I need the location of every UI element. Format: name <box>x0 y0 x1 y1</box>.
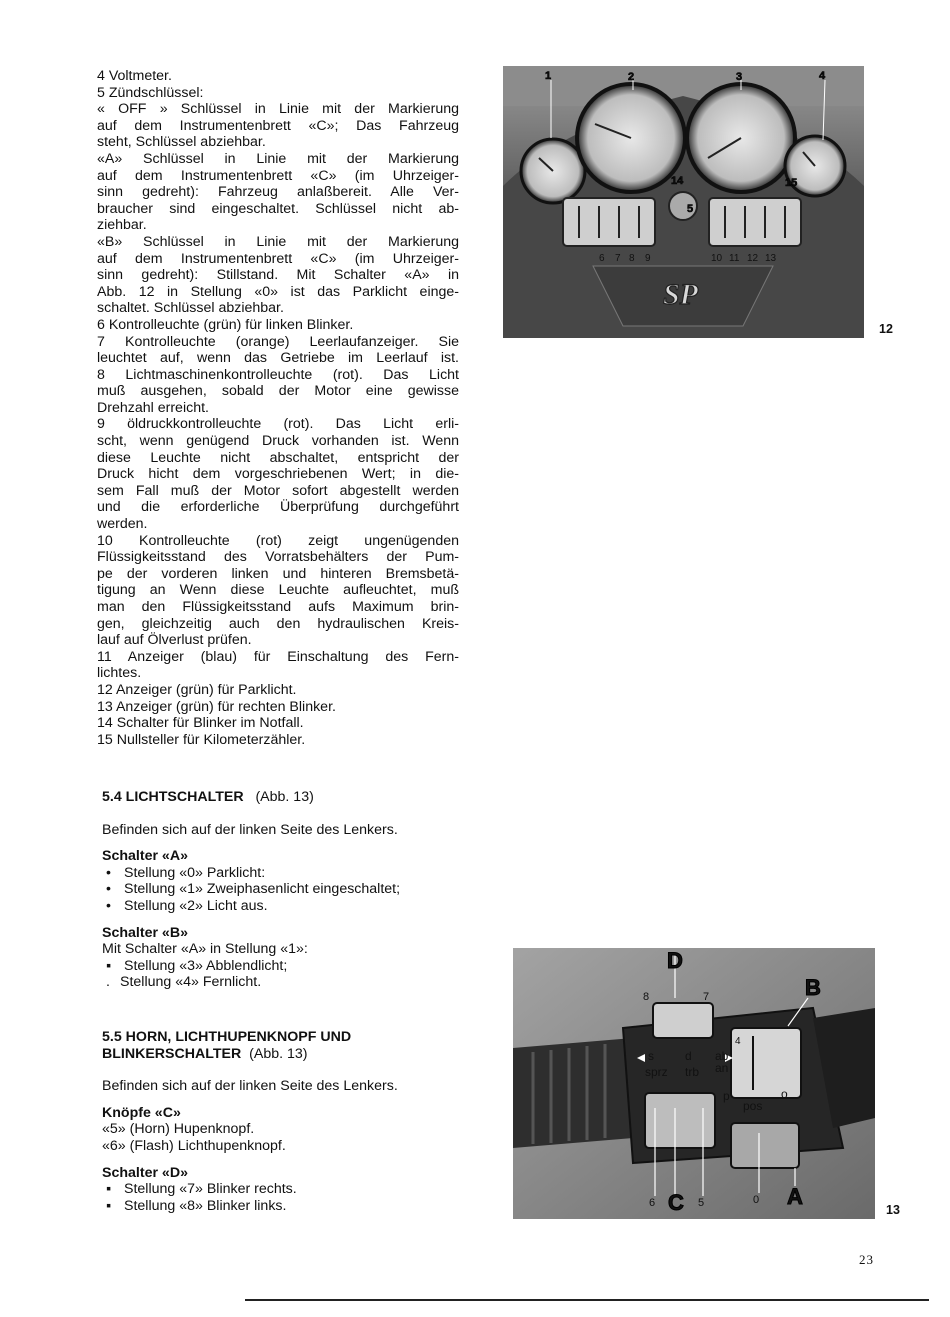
text-line: steht, Schlüssel abziehbar. <box>97 134 266 151</box>
text-line: muß ausgehen, sobald der Motor eine gewisse <box>97 383 459 400</box>
callout-6: 6 <box>599 253 605 264</box>
text-line: 10 Kontrolleuchte (rot) zeigt ungenügenden <box>97 532 459 549</box>
text-line: 14 Schalter für Blinker im Notfall. <box>97 715 304 732</box>
text-line: scht, wenn genügend Druck vorhanden ist. Wenn <box>97 433 459 450</box>
section-5-5 <box>102 1029 460 1214</box>
text-line: 11 Anzeiger (blau) für Einschaltung des Fern- <box>97 648 459 665</box>
label-p: p <box>723 1089 730 1103</box>
text-line: sinn gedreht): Stillstand. Mit Schalter «A» in <box>97 267 459 284</box>
label-5: 5 <box>698 1197 705 1209</box>
label-ab: ab <box>715 1049 729 1063</box>
text-line: braucher sind eingeschaltet. Schlüssel nicht ab- <box>97 200 459 217</box>
switch-a-item: • Stellung «2» Licht aus. <box>102 898 460 915</box>
section-intro: Befinden sich auf der linken Seite des Lenkers. <box>102 1078 398 1095</box>
switch-b-item: ▪ Stellung «3» Abblendlicht; <box>102 958 460 975</box>
handlebar-switch-illustration <box>513 948 875 1219</box>
label-sprz: sprz <box>645 1065 668 1079</box>
text-line: diese Leuchte nicht abschaltet, entspricht der <box>97 449 459 466</box>
text-line: lauf auf Ölverlust prüfen. <box>97 632 252 649</box>
text-line: leuchtet auf, wenn das Getriebe im Leerlauf ist. <box>97 350 459 367</box>
text-line: auf dem Instrumentenbrett «C»; Das Fahrzeug <box>97 117 459 134</box>
text-line: Abb. 12 in Stellung «0» ist das Parklicht einge- <box>97 283 459 300</box>
callout-8: 8 <box>629 253 635 264</box>
text-line: gen, gleichzeitig auch den hydraulischen Kreis- <box>97 615 459 632</box>
label-d: D <box>667 948 683 973</box>
callout-1: 1 <box>545 70 552 82</box>
label-pos: pos <box>743 1099 763 1113</box>
buttons-c-item: «5» (Horn) Hupenknopf. <box>102 1121 255 1138</box>
text-line: « OFF » Schlüssel in Linie mit der Markierung <box>97 101 459 118</box>
text-line: man den Flüssigkeitsstand aufs Maximum brin- <box>97 599 459 615</box>
instrument-panel-illustration <box>503 66 864 338</box>
buttons-c-item: «6» (Flash) Lichthupenknopf. <box>102 1137 286 1154</box>
callout-14: 14 <box>671 175 684 187</box>
text-line: pe der vorderen linken und hinteren Bremsbetä- <box>97 565 459 582</box>
callout-11: 11 <box>729 253 740 264</box>
text-line: und die erforderliche Überprüfung durchgeführt <box>97 499 459 516</box>
label-d-small: d <box>685 1049 692 1063</box>
figure-13-handlebar-switch-photo <box>513 948 875 1219</box>
label-an: an <box>715 1061 729 1075</box>
text-line: 9 öldruckkontrolleuchte (rot). Das Licht erli- <box>97 416 459 433</box>
text-line: schaltet. Schlüssel abziehbar. <box>97 300 284 317</box>
switch-a-item: • Stellung «0» Parklicht: <box>102 865 460 882</box>
key-switch-and-warning-lights-list <box>97 68 459 748</box>
text-line: 7 Kontrolleuchte (orange) Leerlaufanzeiger. Sie <box>97 333 459 350</box>
text-line: lichtes. <box>97 665 142 682</box>
label-b: B <box>805 975 821 1000</box>
label-s: s <box>648 1049 654 1063</box>
label-a: A <box>787 1184 803 1209</box>
section-intro: Befinden sich auf der linken Seite des Lenkers. <box>102 821 398 838</box>
text-line: 15 Nullsteller für Kilometerzähler. <box>97 731 306 748</box>
switch-b-line: Mit Schalter «A» in Stellung «1»: <box>102 941 308 958</box>
switch-a-title: Schalter «A» <box>102 848 188 865</box>
text-line: «B» Schlüssel in Linie mit der Markierung <box>97 233 459 250</box>
text-line: 5 Zündschlüssel: <box>97 84 204 101</box>
callout-12: 12 <box>747 253 759 264</box>
callout-7: 7 <box>615 253 621 264</box>
text-line: 4 Voltmeter. <box>97 68 172 84</box>
switch-b-item: . Stellung «4» Fernlicht. <box>102 974 460 991</box>
callout-2: 2 <box>628 71 635 83</box>
section-5-4 <box>102 789 460 991</box>
label-o: o <box>781 1087 788 1101</box>
label-4: 4 <box>735 1036 741 1047</box>
text-line: Drehzahl erreicht. <box>97 399 209 416</box>
sp-logo: SP <box>663 278 699 311</box>
label-c: C <box>668 1190 684 1215</box>
switch-d-item: ▪ Stellung «7» Blinker rechts. <box>102 1181 460 1198</box>
callout-5: 5 <box>687 203 694 215</box>
text-line: Druck hicht dem vorgeschriebenen Wert; in die- <box>97 466 459 483</box>
body-text-block <box>97 68 459 748</box>
buttons-c-title: Knöpfe «C» <box>102 1104 181 1121</box>
text-line: sem Fall muß der Motor sofort abgestellt werden <box>97 482 459 499</box>
text-line: auf dem Instrumentenbrett «C» (im Uhrzeiger- <box>97 167 459 184</box>
page-number: 23 <box>859 1252 874 1267</box>
callout-10: 10 <box>711 253 723 264</box>
label-trb: trb <box>685 1065 700 1079</box>
figure-12-number: 12 <box>879 322 893 336</box>
label-6: 6 <box>649 1197 656 1209</box>
switch-a-item: • Stellung «1» Zweiphasenlicht eingeschaltet; <box>102 881 460 898</box>
text-line: 12 Anzeiger (grün) für Parklicht. <box>97 681 297 698</box>
label-8: 8 <box>643 991 650 1003</box>
callout-13: 13 <box>765 253 777 264</box>
callout-3: 3 <box>736 71 743 83</box>
figure-12-instrument-panel-photo <box>503 66 864 338</box>
text-line: ziehbar. <box>97 217 147 234</box>
callout-4: 4 <box>819 70 826 82</box>
text-line: tigung an Wenn diese Leuchte aufleuchtet, muß <box>97 582 459 599</box>
text-line: werden. <box>97 516 148 533</box>
text-line: 8 Lichtmaschinenkontrolleuchte (rot). Das Licht <box>97 366 459 383</box>
label-7: 7 <box>703 991 710 1003</box>
section-heading-line2: BLINKERSCHALTER (Abb. 13) <box>102 1045 308 1062</box>
text-line: 13 Anzeiger (grün) für rechten Blinker. <box>97 698 336 715</box>
footer-rule <box>245 1299 929 1301</box>
switch-d-item: ▪ Stellung «8» Blinker links. <box>102 1198 460 1215</box>
callout-15: 15 <box>785 177 798 189</box>
label-0: 0 <box>753 1194 760 1206</box>
text-line: 6 Kontrolleuchte (grün) für linken Blinker. <box>97 316 354 333</box>
figure-13-number: 13 <box>886 1203 900 1217</box>
text-line: Flüssigkeitsstand des Vorratsbehälters der Pum- <box>97 549 459 566</box>
section-heading: 5.4 LICHTSCHALTER (Abb. 13) <box>102 789 314 805</box>
callout-9: 9 <box>645 253 651 264</box>
section-heading: 5.5 HORN, LICHTHUPENKNOPF UND <box>102 1029 352 1045</box>
text-line: «A» Schlüssel in Linie mit der Markierung <box>97 150 459 167</box>
switch-b-title: Schalter «B» <box>102 924 188 941</box>
text-line: sinn gedreht): Fahrzeug anlaßbereit. Alle Ver- <box>97 184 459 201</box>
text-line: auf dem Instrumentenbrett «C» (im Uhrzeiger- <box>97 250 459 267</box>
switch-d-title: Schalter «D» <box>102 1164 188 1181</box>
